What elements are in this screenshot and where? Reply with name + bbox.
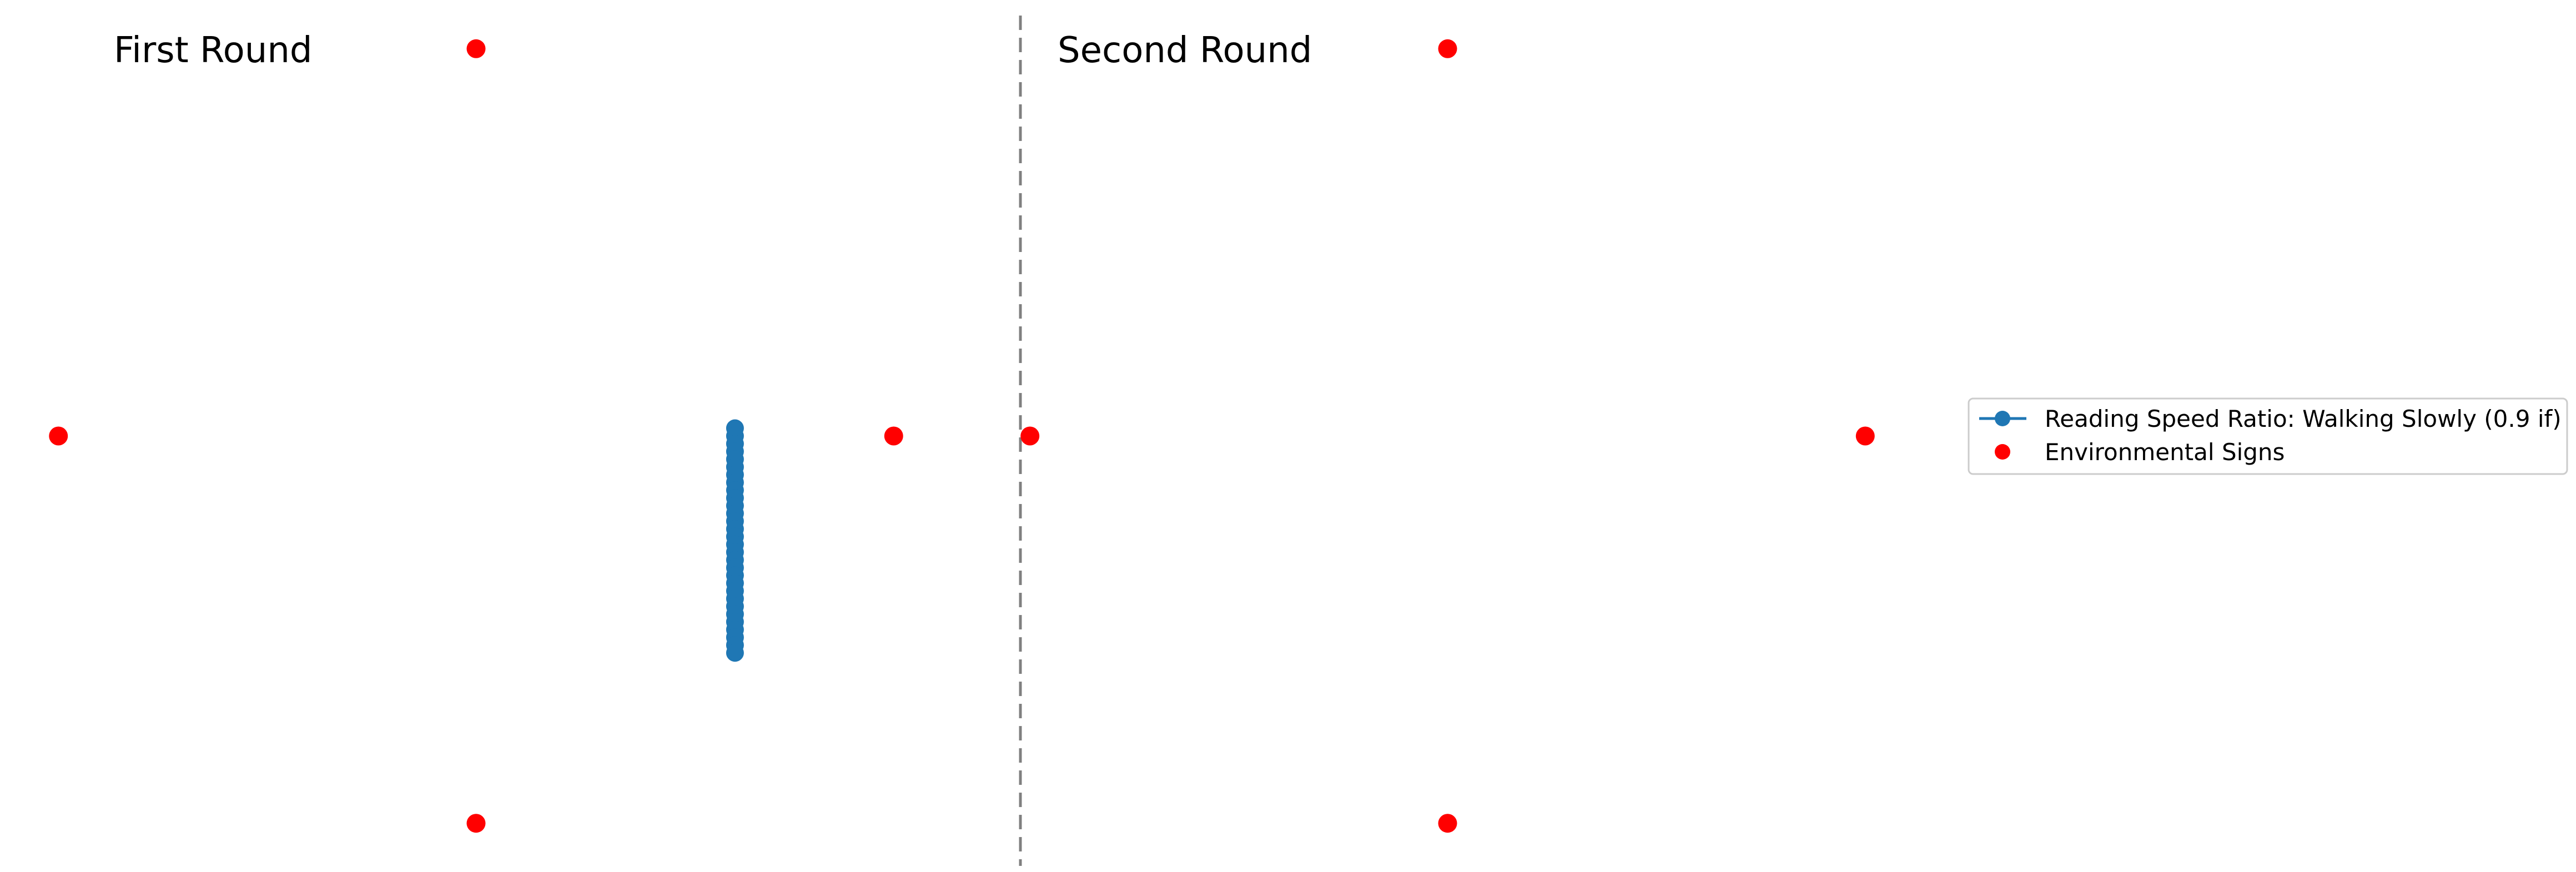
walking-point-first-round-29 bbox=[726, 644, 744, 662]
legend bbox=[1969, 399, 2567, 474]
legend-swatch-marker-walking bbox=[1995, 411, 2010, 426]
legend-label-walking: Reading Speed Ratio: Walking Slowly (0.9 if) bbox=[2045, 405, 2562, 432]
legend-swatch-marker-signs bbox=[1995, 444, 2010, 460]
environmental-sign-second-round-3 bbox=[1438, 814, 1457, 833]
environmental-sign-second-round-2 bbox=[1856, 427, 1875, 446]
legend-label-signs: Environmental Signs bbox=[2045, 438, 2285, 466]
environmental-sign-second-round-0 bbox=[1438, 39, 1457, 58]
environmental-sign-first-round-2 bbox=[884, 427, 903, 446]
panel-title-second-round: Second Round bbox=[1058, 30, 1312, 71]
environmental-sign-first-round-0 bbox=[467, 39, 486, 58]
environmental-sign-second-round-1 bbox=[1020, 427, 1039, 446]
environmental-sign-first-round-3 bbox=[467, 814, 486, 833]
panel-title-first-round: First Round bbox=[114, 30, 313, 71]
environmental-sign-first-round-1 bbox=[49, 427, 68, 446]
